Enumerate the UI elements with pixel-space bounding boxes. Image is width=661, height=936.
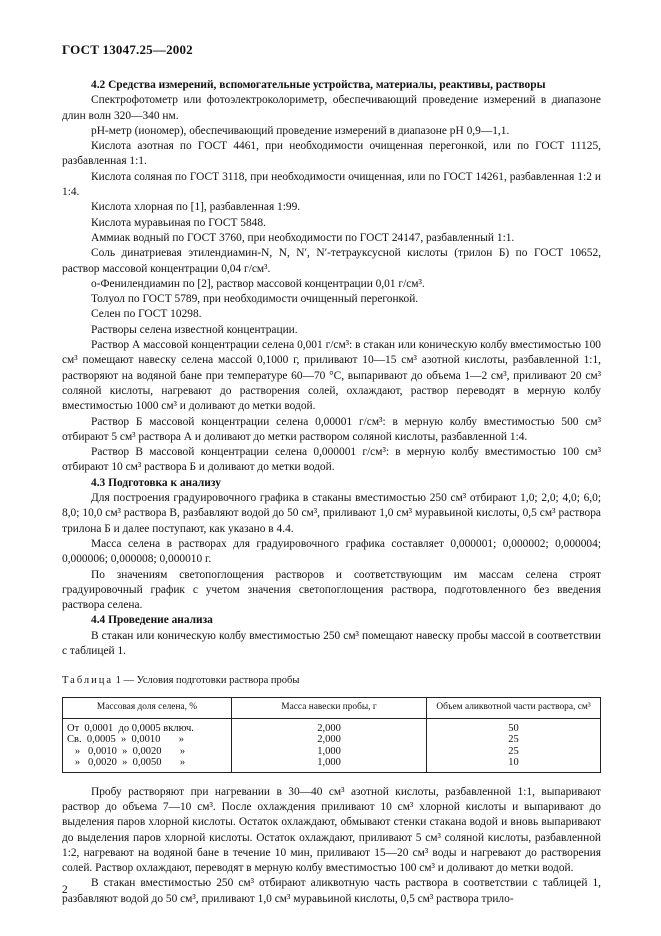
document-header: ГОСТ 13047.25—2002 <box>62 42 193 57</box>
document-body <box>62 78 601 907</box>
column-header-selenium-fraction: Массовая доля селена, % <box>63 697 232 718</box>
column-header-aliquot-volume: Объем аликвотной части раствора, см³ <box>427 697 601 718</box>
paragraph: Кислота азотная по ГОСТ 4461, при необходимости очищенная перегонкой, или по ГОСТ 11125, разбавленная 1:1. <box>62 140 601 168</box>
conditions-table <box>62 697 601 773</box>
cell-aliquot: 25 <box>427 746 601 757</box>
paragraph: Кислота муравьиная по ГОСТ 5848. <box>91 216 266 229</box>
paragraph: Аммиак водный по ГОСТ 3760, при необходимости по ГОСТ 24147, разбавленный 1:1. <box>91 231 515 244</box>
paragraph: Раствор А массовой концентрации селена 0,001 г/см³: в стакан или коническую колбу вместимостью 100 см³ помещают навеску селена массой 0,1000 г, приливают 10—15 см³ азотной кислоты, разбавленной 1:1, растворяют на водяной бане при температуре 60—70 °С, выпаривают до объема 1—2 см³, приливают 20 см³ соляной кислоты, нагревают до растворения солей, охлаждают, раствор переводят в мерную колбу вместимостью 1000 см³ и доливают до метки водой. <box>62 339 601 413</box>
table-caption <box>62 673 601 688</box>
section-4-3-heading: 4.3 Подготовка к анализу <box>91 476 221 489</box>
paragraph: Пробу растворяют при нагревании в 30—40 см³ азотной кислоты, разбавленной 1:1, выпаривают раствор до объема 7—10 см³. После охлаждения приливают 10 см³ хлорной кислоты и выпаривают до выделения паров хлорной кислоты. Остаток охлаждают, обмывают стенки стакана водой и вновь выпаривают до выделения паров хлорной кислоты. Остаток охлаждают, приливают 5 см³ соляной кислоты, разбавленной 1:2, нагревают на водяной бане в течение 10 мин, приливают 15—20 см³ воды и нагревают до растворения солей. Раствор охлаждают, переводят в мерную колбу вместимостью 100 см³ и доливают до метки водой. <box>62 785 601 875</box>
paragraph: Спектрофотометр или фотоэлектроколориметр, обеспечивающий проведение измерений в диапазоне длин волн 320—340 нм. <box>62 94 601 122</box>
table-row <box>63 746 601 757</box>
cell-range: От 0,0001 до 0,0005 включ. <box>63 718 232 734</box>
paragraph: В стакан вместимостью 250 см³ отбирают аликвотную часть раствора в соответствии с таблицей 1, разбавляют водой до 50 см³, приливают 1,0 см³ муравьиной кислоты, 0,5 см³ раствора трило- <box>62 877 601 905</box>
cell-range: » 0,0020 » 0,0050 » <box>63 757 232 772</box>
column-header-sample-mass: Масса навески пробы, г <box>232 697 427 718</box>
cell-range: » 0,0010 » 0,0020 » <box>63 746 232 757</box>
table-row <box>63 718 601 734</box>
page-number: 2 <box>62 884 68 896</box>
cell-mass: 1,000 <box>232 746 427 757</box>
paragraph: Соль динатриевая этилендиамин-N, N, N′, N′-тетрауксусной кислоты (трилон Б) по ГОСТ 10652, раствор массовой концентрации 0,04 г/см³. <box>62 247 601 275</box>
cell-mass: 2,000 <box>232 734 427 745</box>
table-row <box>63 757 601 772</box>
section-4-2-heading: 4.2 Средства измерений, вспомогательные устройства, материалы, реактивы, растворы <box>91 79 546 91</box>
paragraph: рН-метр (иономер), обеспечивающий проведение измерений в диапазоне рН 0,9—1,1. <box>91 124 510 137</box>
paragraph: Селен по ГОСТ 10298. <box>91 308 202 321</box>
table-caption-text: 1 — Условия подготовки раствора пробы <box>113 675 300 687</box>
paragraph: По значениям светопоглощения растворов и соответствующим им массам селена строят градуировочный график с учетом значения светопоглощения раствора, подготовленного без введения раствора селена. <box>62 568 601 612</box>
table-caption-word: Таблица <box>62 675 114 687</box>
paragraph: Масса селена в растворах для градуировочного графика составляет 0,000001; 0,000002; 0,000004; 0,000006; 0,000008; 0,000010 г. <box>62 537 601 566</box>
section-4-4-heading: 4.4 Проведение анализа <box>91 614 213 627</box>
cell-aliquot: 50 <box>427 718 601 734</box>
cell-mass: 1,000 <box>232 757 427 772</box>
paragraph: Растворы селена известной концентрации. <box>91 323 298 336</box>
paragraph: Раствор Б массовой концентрации селена 0,00001 г/см³: в мерную колбу вместимостью 500 см³ отбирают 5 см³ раствора А и доливают до метки раствором соляной кислоты, разбавленной 1:4. <box>62 415 601 443</box>
table-row <box>63 734 601 745</box>
paragraph: Кислота хлорная по [1], разбавленная 1:99. <box>91 201 301 214</box>
table-header-row <box>63 697 601 718</box>
paragraph: Для построения градуировочного графика в стаканы вместимостью 250 см³ отбирают 1,0; 2,0; 4,0; 6,0; 8,0; 10,0 см³ раствора В, разбавляют водой до 50 см³, приливают 1,0 см³ муравьиной кислоты, 0,5 см³ раствора трилона Б и далее поступают, как указано в 4.4. <box>62 492 601 535</box>
paragraph: o-Фенилендиамин по [2], раствор массовой концентрации 0,01 г/см³. <box>91 277 425 290</box>
paragraph: Кислота соляная по ГОСТ 3118, при необходимости очищенная, или по ГОСТ 14261, разбавленная 1:2 и 1:4. <box>62 170 601 199</box>
paragraph: Толуол по ГОСТ 5789, при необходимости очищенный перегонкой. <box>91 293 419 306</box>
cell-range: Св. 0,0005 » 0,0010 » <box>63 734 232 745</box>
paragraph: В стакан или коническую колбу вместимостью 250 см³ помещают навеску пробы массой в соответствии с таблицей 1. <box>62 629 601 657</box>
cell-mass: 2,000 <box>232 718 427 734</box>
paragraph: Раствор В массовой концентрации селена 0,000001 г/см³: в мерную колбу вместимостью 100 см³ отбирают 10 см³ раствора Б и доливают до метки водой. <box>62 446 601 474</box>
cell-aliquot: 25 <box>427 734 601 745</box>
cell-aliquot: 10 <box>427 757 601 772</box>
